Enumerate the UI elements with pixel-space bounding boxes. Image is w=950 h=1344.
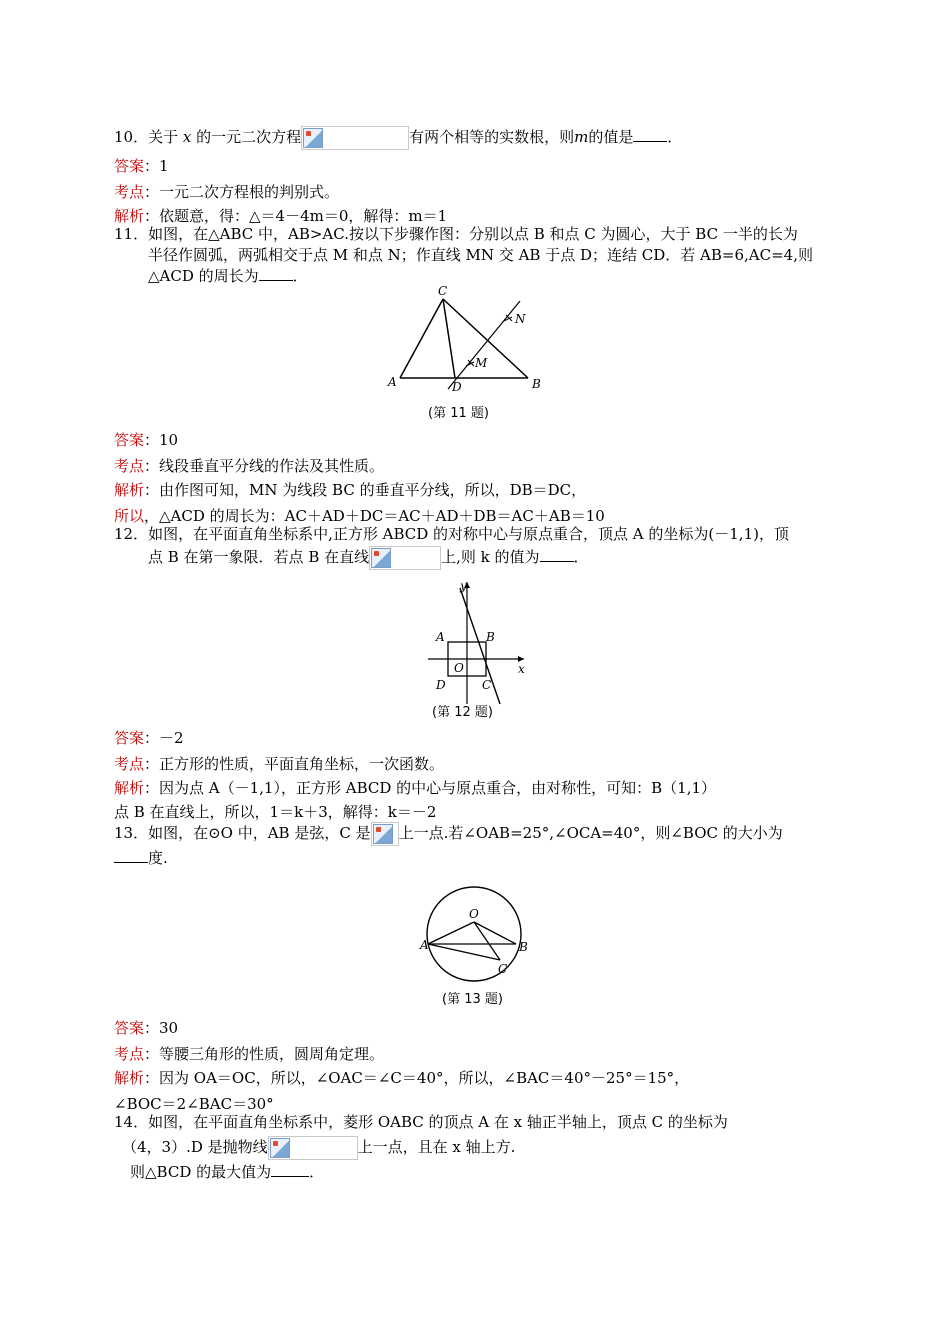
- q11-jiexi: 解析：由作图可知，MN 为线段 BC 的垂直平分线，所以，DB＝DC，: [114, 481, 587, 499]
- q14-stem-line2: （4，3）.D 是抛物线 上一点，且在 x 轴上方.: [122, 1136, 515, 1156]
- q11-stem-line1: 11．如图，在△ABC 中，AB>AC.按以下步骤作图：分别以点 B 和点 C 为圆心，大于 BC 一半的长为: [114, 225, 798, 243]
- label-B: B: [486, 630, 495, 644]
- q12-extra: 点 B 在直线上，所以，1＝k＋3，解得：k＝－2: [114, 803, 437, 821]
- q11-caption: (第 11 题): [428, 406, 489, 421]
- q13-stem-line2: 度.: [114, 848, 168, 868]
- label-y: y: [460, 579, 467, 593]
- equation-image-placeholder: [301, 126, 409, 150]
- label-D: D: [452, 380, 462, 394]
- label-C: C: [498, 962, 508, 976]
- answer-blank: [540, 547, 574, 562]
- label-O: O: [454, 661, 464, 675]
- broken-image-icon: [373, 824, 393, 844]
- label-D: D: [436, 678, 446, 692]
- q13-figure: [418, 876, 538, 1012]
- line-y-kx3: [460, 588, 500, 704]
- q13-kaodian: 考点：等腰三角形的性质，圆周角定理。: [114, 1045, 385, 1063]
- equation-image-placeholder: [268, 1136, 358, 1160]
- q12-figure: [420, 574, 540, 724]
- q10-jiexi: 解析：依题意，得：△＝4－4m＝0，解得：m＝1: [114, 207, 448, 225]
- q11-figure: [380, 285, 550, 425]
- q12-caption: (第 12 题): [432, 705, 493, 720]
- label-C: C: [438, 285, 448, 298]
- answer-blank: [114, 848, 148, 863]
- broken-image-icon: [303, 128, 323, 148]
- q12-stem-line2: 点 B 在第一象限．若点 B 在直线 上,则 k 的值为 ．: [148, 546, 589, 566]
- q11-stem-line2: 半径作圆弧，两弧相交于点 M 和点 N；作直线 MN 交 AB 于点 D；连结 CD．若 AB=6,AC=4,则: [148, 246, 813, 264]
- q14-stem-line3: 则△BCD 的最大值为 ．: [130, 1163, 325, 1181]
- equation-image-placeholder: [369, 546, 441, 570]
- q10-num: 10．: [114, 128, 149, 146]
- q11-answer: 答案：10: [114, 431, 179, 449]
- segment-AC: [400, 299, 443, 378]
- segment-OA: [428, 922, 474, 944]
- q11-suoyi: 所以，△ACD 的周长为：AC＋AD＋DC＝AC＋AD＋DB＝AC＋AB＝10: [114, 507, 605, 525]
- q13-extra: ∠BOC＝2∠BAC＝30°: [114, 1095, 274, 1113]
- q13-stem-line1: 13．如图，在⊙O 中，AB 是弦，C 是 上一点.若∠OAB=25°,∠OCA=40°，则∠BOC 的大小为: [114, 822, 783, 842]
- label-A: A: [420, 938, 429, 952]
- answer-blank: [259, 266, 293, 281]
- label-A: A: [388, 375, 397, 389]
- broken-image-icon: [371, 548, 391, 568]
- label-x: x: [518, 662, 525, 676]
- label-B: B: [532, 377, 541, 391]
- q11-stem-line3: △ACD 的周长为 ．: [148, 267, 308, 285]
- segment-AC: [428, 944, 500, 960]
- q10-kaodian: 考点：一元二次方程根的判别式。: [114, 183, 340, 201]
- q12-answer: 答案：－2: [114, 729, 184, 747]
- q10-stem: 10．关于 x 的一元二次方程 有两个相等的实数根，则m的值是 ．: [114, 126, 682, 146]
- answer-blank: [271, 1162, 309, 1177]
- segment-OB: [474, 922, 516, 944]
- label-M: M: [475, 356, 488, 370]
- label-A: A: [436, 630, 445, 644]
- q12-jiexi: 解析：因为点 A（－1,1），正方形 ABCD 的中心与原点重合，由对称性，可知：B（1,1）: [114, 779, 717, 797]
- broken-image-icon: [270, 1138, 290, 1158]
- q14-stem-line1: 14．如图，在平面直角坐标系中，菱形 OABC 的顶点 A 在 x 轴正半轴上，顶点 C 的坐标为: [114, 1113, 728, 1131]
- segment-CD: [443, 299, 455, 378]
- q13-jiexi: 解析：因为 OA＝OC，所以，∠OAC＝∠C＝40°，所以，∠BAC＝40°－25°＝15°，: [114, 1069, 690, 1087]
- answer-blank: [633, 127, 667, 142]
- q11-kaodian: 考点：线段垂直平分线的作法及其性质。: [114, 457, 385, 475]
- label-B: B: [519, 940, 528, 954]
- q12-stem-line1: 12．如图，在平面直角坐标系中,正方形 ABCD 的对称中心与原点重合，顶点 A 的坐标为(－1,1)，顶: [114, 525, 789, 543]
- label-O: O: [469, 907, 479, 921]
- q13-caption: (第 13 题): [442, 992, 503, 1007]
- label-C: C: [482, 678, 492, 692]
- q12-kaodian: 考点：正方形的性质，平面直角坐标，一次函数。: [114, 755, 445, 773]
- label-N: N: [515, 312, 526, 326]
- segment-OC: [474, 922, 500, 960]
- q10-answer: 答案：1: [114, 157, 169, 175]
- q13-answer: 答案：30: [114, 1019, 179, 1037]
- arc-image-placeholder: [371, 822, 399, 846]
